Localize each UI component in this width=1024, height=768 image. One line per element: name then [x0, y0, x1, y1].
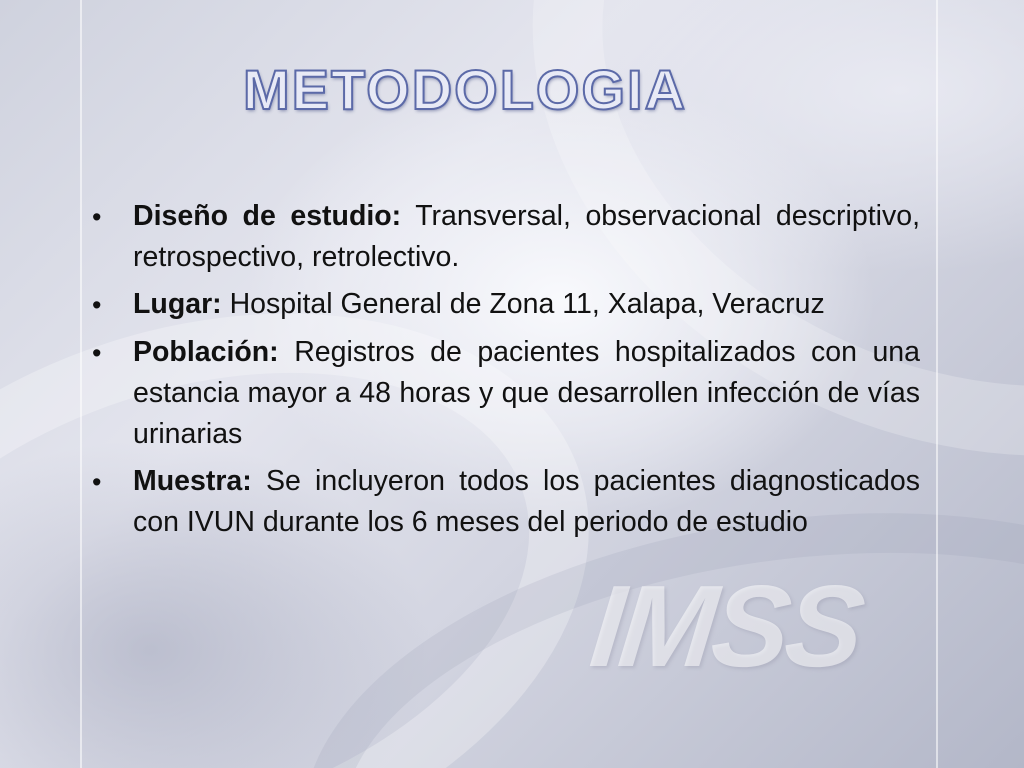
bullet-label: Población:: [133, 336, 279, 368]
divider-line-right: [936, 0, 938, 768]
bullet-item: [92, 196, 920, 278]
slide-title: [0, 58, 930, 121]
imss-watermark-logo: IMSS: [585, 561, 867, 691]
bullet-icon: •: [92, 338, 102, 368]
bullet-label: Diseño de estudio:: [133, 200, 402, 232]
bullet-icon: •: [92, 467, 102, 497]
bullet-text: [133, 196, 920, 278]
bullet-text: [133, 284, 920, 325]
bullet-body: Hospital General de Zona 11, Xalapa, Veracruz: [221, 288, 825, 320]
slide-title-text: METODOLOGIA: [242, 58, 688, 121]
bullet-body: Registros de pacientes hospitalizados con una estancia mayor a 48 horas y que desarrollen infección de vías urinarias: [133, 336, 920, 450]
bullet-label: Lugar:: [133, 288, 222, 320]
bullet-text: [133, 332, 920, 455]
bullet-icon: •: [92, 290, 102, 320]
bullet-body: Se incluyeron todos los pacientes diagnosticados con IVUN durante los 6 meses del periodo de estudio: [133, 465, 920, 538]
bullet-item: [92, 284, 920, 326]
bullet-icon: •: [92, 202, 102, 232]
bullet-body: Transversal, observacional descriptivo, retrospectivo, retrolectivo.: [133, 200, 920, 273]
bullet-item: [92, 332, 920, 455]
bullet-label: Muestra:: [133, 465, 252, 497]
bullet-item: [92, 461, 920, 543]
bullet-list: [92, 196, 920, 549]
bullet-text: [133, 461, 920, 543]
